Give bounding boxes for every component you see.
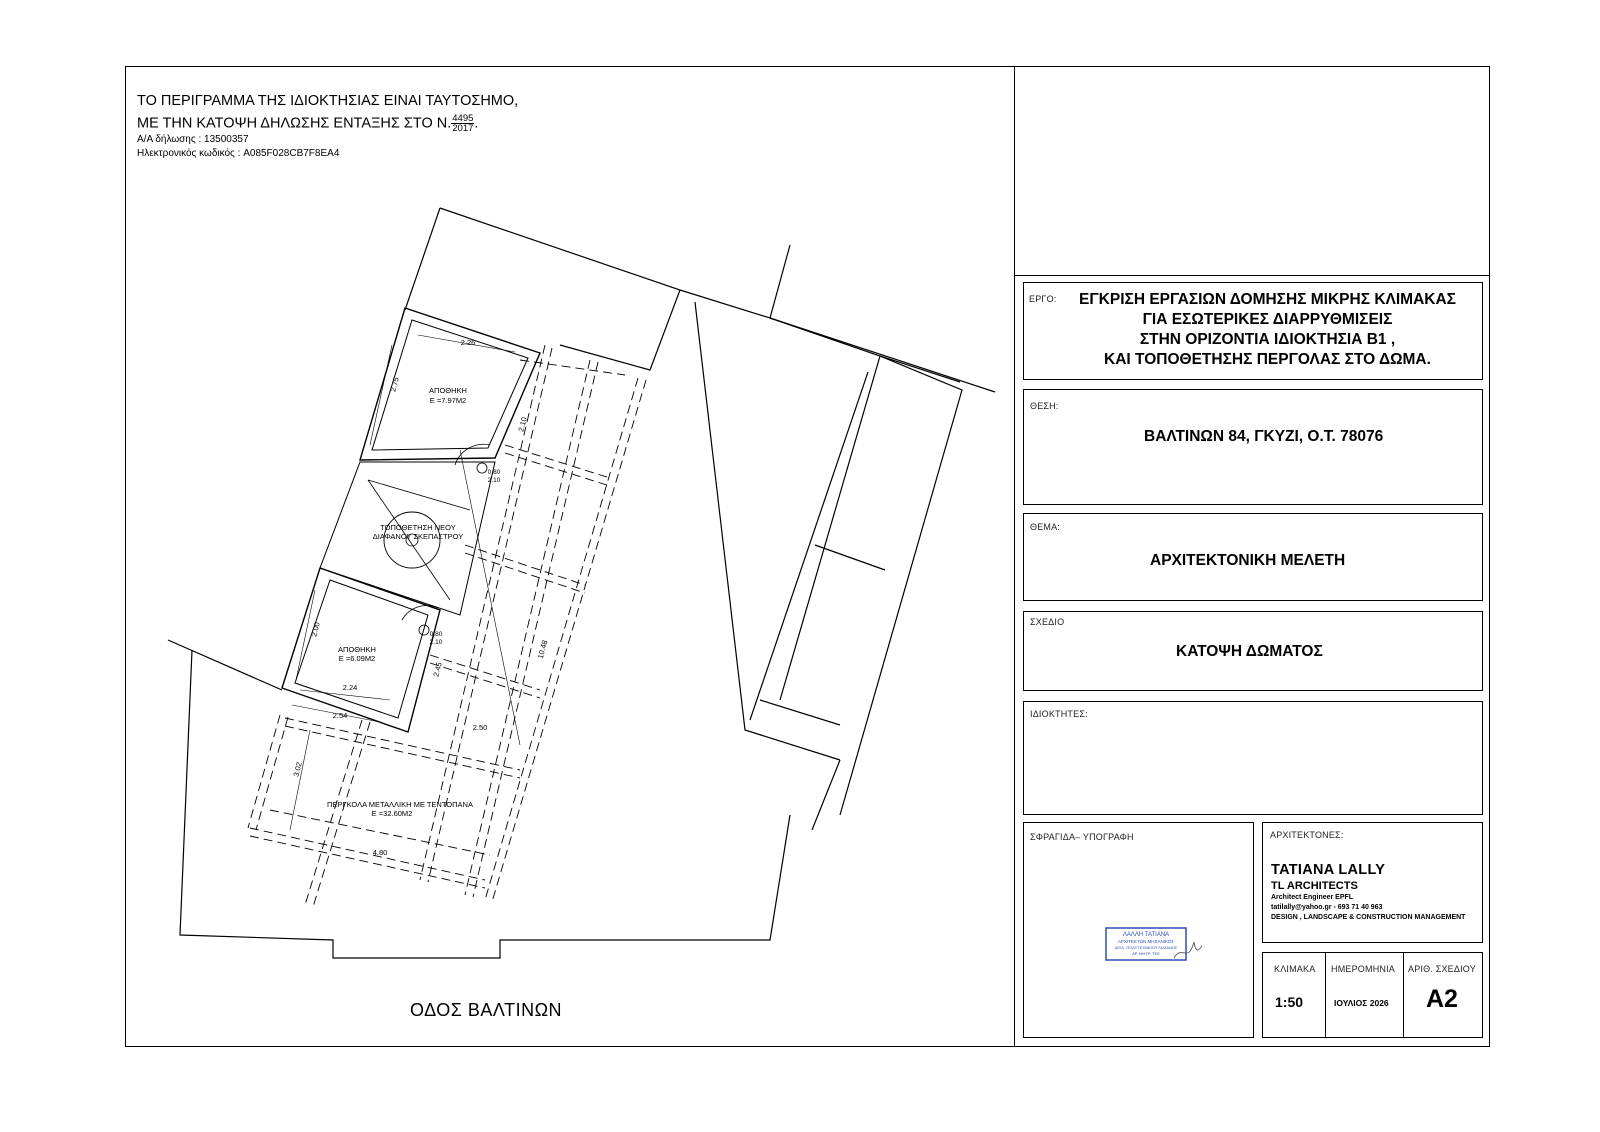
drawing-value: ΚΑΤΟΨΗ ΔΩΜΑΤΟΣ (1176, 643, 1323, 660)
scale-value: 1:50 (1275, 994, 1304, 1010)
street-name: ΟΔΟΣ ΒΑΛΤΙΝΩΝ (410, 1000, 563, 1020)
east-inner-3 (815, 545, 885, 570)
architect-contact: tatilally@yahoo.gr - 693 71 40 963 (1271, 904, 1383, 911)
location-label: ΘΕΣΗ: (1030, 401, 1059, 411)
east-boundary-lower (812, 760, 840, 830)
east-parapet-2 (695, 302, 840, 760)
note-line-2-suffix: . (474, 115, 479, 132)
storage-1-area: Ε =7.97Μ2 (429, 396, 467, 405)
project-title (1040, 290, 1495, 370)
drawing-label: ΣΧΕΔΙΟ (1030, 617, 1065, 627)
door-1-height: 2.10 (487, 477, 501, 484)
titleblock-divider (1014, 66, 1015, 1047)
declaration-number: Α/Α δήλωσης : 13500357 (137, 134, 249, 145)
property-outline (180, 650, 790, 958)
electronic-code: Ηλεκτρονικός κωδικός : A085F028CB7F8EA4 (137, 148, 340, 159)
dim-2-50: 2.50 (472, 723, 488, 732)
stamp-label: ΣΦΡΑΓΙΔΑ– ΥΠΟΓΡΑΦΗ (1030, 832, 1134, 842)
dim-2-26: 2.26 (460, 338, 476, 347)
south-boundary (168, 640, 282, 690)
stamp-line-4: ΑΡ. ΜΗΤΡ. ΤΕΕ (1132, 951, 1160, 956)
location-box (1023, 389, 1483, 505)
door-2-width: 0.80 (429, 631, 443, 638)
storage-2-area: Ε =6.09Μ2 (338, 654, 376, 663)
drawing-number-value: A2 (1426, 985, 1458, 1013)
storage-1-wall-outer (360, 308, 540, 460)
dim-2-10: 2.10 (516, 416, 529, 433)
east-inner-4 (760, 700, 840, 725)
stamp-line-2: ΑΡΧΙΤΕΚΤΩΝ ΜΗΧΑΝΙΚΟΣ (1117, 939, 1175, 944)
subject-label: ΘΕΜΑ: (1030, 522, 1061, 532)
architect-services: DESIGN , LANDSCAPE & CONSTRUCTION MANAGEMENT (1271, 914, 1466, 921)
dim-3-02: 3.02 (291, 761, 304, 778)
dim-4-80: 4.80 (372, 848, 388, 857)
dim-2-24: 2.24 (342, 683, 358, 692)
date-label: ΗΜΕΡΟΜΗΝΙΑ (1331, 964, 1396, 974)
project-line-4: ΚΑΙ ΤΟΠΟΘΕΤΗΣΗΣ ΠΕΡΓΟΛΑΣ ΣΤΟ ΔΩΜΑ. (1104, 351, 1431, 368)
project-line-1: ΕΓΚΡΙΣΗ ΕΡΓΑΣΙΩΝ ΔΟΜΗΣΗΣ ΜΙΚΡΗΣ ΚΛΙΜΑΚΑΣ (1079, 291, 1456, 308)
skylight-label-1: ΤΟΠΟΘΕΤΗΣΗ ΝΕΟΥ (380, 523, 456, 532)
pergola-label-2: Ε =32.60Μ2 (371, 809, 413, 818)
east-parapet-1 (770, 318, 962, 815)
east-inner-1 (880, 356, 960, 382)
meta-sep-2 (1403, 952, 1404, 1038)
dim-10-48: 10.48 (535, 639, 550, 660)
skylight-label-2: ΔΙΑΦΑΝΟΥ ΣΚΕΠΑΣΤΡΟΥ (372, 532, 464, 541)
stamp-line-3: ΔΙΠΛ. ΠΟΛΥΤΕΧΝΕΙΟΥ ΛΩΖΑΝΗΣ (1114, 945, 1178, 950)
north-wall-left (440, 208, 680, 370)
subject-value: ΑΡΧΙΤΕΚΤΟΝΙΚΗ ΜΕΛΕΤΗ (1150, 552, 1346, 569)
location-value: ΒΑΛΤΙΝΩΝ 84, ΓΚΥΖΙ, Ο.Τ. 78076 (1144, 428, 1384, 445)
law-number: 4495 (452, 113, 474, 124)
note-line-2-prefix: ΜΕ ΤΗΝ ΚΑΤΟΨΗ ΔΗΛΩΣΗΣ ΕΝΤΑΞΗΣ ΣΤΟ Ν. (137, 115, 452, 132)
north-wall-top (405, 208, 440, 310)
storage-1-title: ΑΠΟΘΗΚΗ (429, 386, 467, 395)
firm-name: TL ARCHITECTS (1271, 880, 1358, 892)
north-wing (680, 245, 790, 318)
drawing-number-label: ΑΡΙΘ. ΣΧΕΔΙΟΥ (1408, 964, 1476, 974)
meta-sep-1 (1325, 952, 1326, 1038)
owners-box (1023, 701, 1483, 815)
dim-2-54: 2.54 (332, 711, 348, 720)
law-year: 2017 (452, 123, 474, 134)
scale-label: ΚΛΙΜΑΚΑ (1274, 964, 1316, 974)
architects-label: ΑΡΧΙΤΕΚΤΟΝΕΣ: (1270, 830, 1344, 840)
east-inner-2 (780, 356, 880, 700)
dim-2-00: 2.00 (309, 621, 322, 638)
pergola-label-1: ΠΕΡΓΚΟΛΑ ΜΕΤΑΛΛΙΚΗ ΜΕ ΤΕΝΤΟΠΑΝΑ (327, 800, 473, 809)
door-1-marker (477, 463, 487, 473)
east-inner-5 (750, 372, 868, 720)
architect-stamp (1104, 924, 1204, 968)
dim-2-45: 2.45 (431, 661, 444, 678)
project-label: ΕΡΓΟ: (1029, 294, 1057, 304)
dim-2-75: 2.75 (388, 376, 401, 393)
door-1-width: 0.80 (487, 469, 501, 476)
architect-title: Architect Engineer EPFL (1271, 894, 1354, 901)
door-2-height: 2.10 (429, 639, 443, 646)
architect-name: TATIANA LALLY (1271, 862, 1386, 878)
storage-2-title: ΑΠΟΘΗΚΗ (338, 645, 376, 654)
note-line-1: ΤΟ ΠΕΡΙΓΡΑΜΜΑ ΤΗΣ ΙΔΙΟΚΤΗΣΙΑΣ ΕΙΝΑΙ ΤΑΥΤΟΣΗΜΟ, (137, 93, 519, 109)
project-line-2: ΓΙΑ ΕΣΩΤΕΡΙΚΕΣ ΔΙΑΡΡΥΘΜΙΣΕΙΣ (1142, 311, 1393, 328)
owners-label: ΙΔΙΟΚΤΗΤΕΣ: (1030, 709, 1088, 719)
titleblock-top-divider (1014, 275, 1490, 276)
date-value: ΙΟΥΛΙΟΣ 2026 (1334, 998, 1389, 1008)
project-line-3: ΣΤΗΝ ΟΡΙΖΟΝΤΙΑ ΙΔΙΟΚΤΗΣΙΑ Β1 , (1139, 331, 1396, 348)
stamp-line-1: ΛΑΛΛΗ ΤΑΤΙΑΝΑ (1122, 932, 1170, 938)
